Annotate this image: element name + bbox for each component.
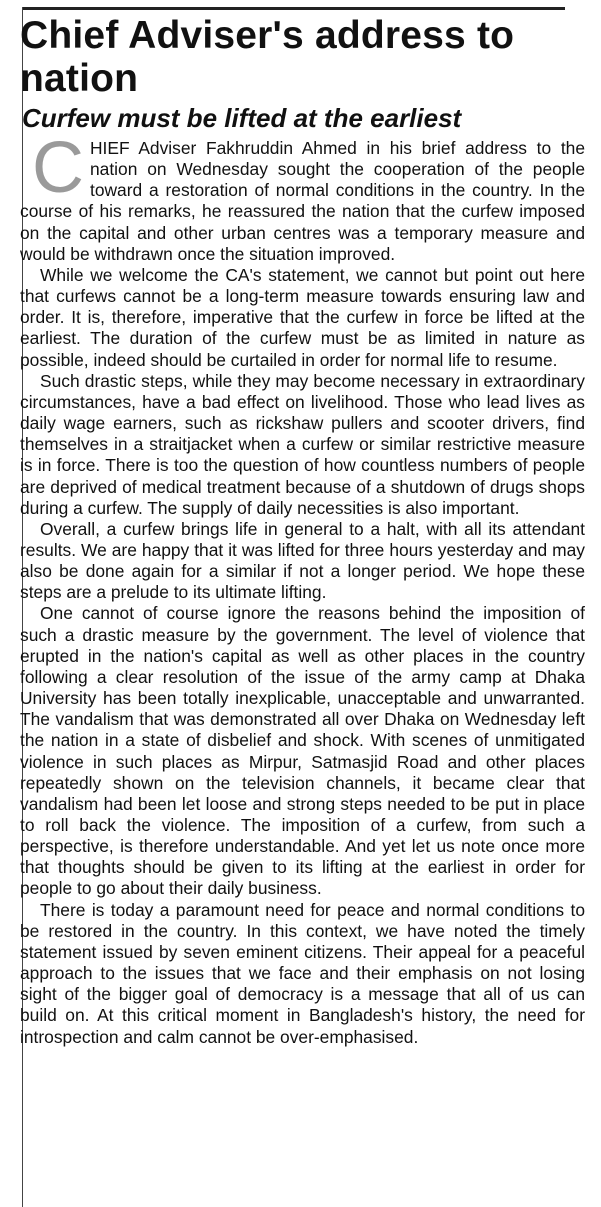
article-body xyxy=(20,128,585,1048)
drop-cap: C xyxy=(32,128,84,208)
paragraph-3: Such drastic steps, while they may become necessary in extraordinary circumstances, have a bad effect on livelihood. Those who lead lives as daily wage earners, such as rickshaw pullers and scooter drivers, find themselves in a straitjacket when a curfew or similar restrictive measure is in force. There is too the question of how countless numbers of people are deprived of medical treatment because of a shutdown of drugs shops during a curfew. The supply of daily necessities is also important. xyxy=(20,370,585,518)
paragraph-4: Overall, a curfew brings life in general to a halt, with all its attendant results. We are happy that it was lifted for three hours yesterday and may also be done again for a similar if not a longer period. We hope these steps are a prelude to its ultimate lifting. xyxy=(20,518,585,603)
paragraph-2: While we welcome the CA's statement, we cannot but point out here that curfews cannot be a long-term measure towards ensuring law and order. It is, therefore, imperative that the curfew in force be lifted at the earliest. The duration of the curfew must be as limited in nature as possible, indeed should be curtailed in order for normal life to resume. xyxy=(20,264,585,370)
paragraph-1 xyxy=(20,128,585,265)
editorial-article xyxy=(20,14,585,1048)
paragraph-1-text: HIEF Adviser Fakhruddin Ahmed in his brief address to the nation on Wednesday sought the cooperation of the people toward a restoration of normal conditions in the country. In the course of his remarks, he reassured the nation that the curfew imposed on the capital and other urban centres was a temporary measure and would be withdrawn once the situation improved. xyxy=(20,138,585,264)
paragraph-5: One cannot of course ignore the reasons behind the imposition of such a drastic measure by the government. The level of violence that erupted in the nation's capital as well as other places in the country following a clear resolution of the issue of the army camp at Dhaka University has been totally inexplicable, unacceptable and unwarranted. The vandalism that was demonstrated all over Dhaka on Wednesday left the nation in a state of disbelief and shock. With scenes of unmitigated violence in such places as Mirpur, Satmasjid Road and other places repeatedly shown on the television channels, it became clear that vandalism had been let loose and strong steps needed to be put in place to roll back the violence. The imposition of a curfew, from such a perspective, is therefore understandable. And yet let us note once more that thoughts should be given to its lifting at the earliest in order for people to go about their daily business. xyxy=(20,603,585,899)
top-rule xyxy=(22,7,565,10)
paragraph-6: There is today a paramount need for peace and normal conditions to be restored in the country. In this context, we have noted the timely statement issued by seven eminent citizens. Their appeal for a peaceful approach to the issues that we face and their emphasis on not losing sight of the bigger goal of democracy is a message that all of us can build on. At this critical moment in Bangladesh's history, the need for introspection and calm cannot be over-emphasised. xyxy=(20,899,585,1047)
headline: Chief Adviser's address to nation xyxy=(20,14,515,100)
subheadline: Curfew must be lifted at the earliest xyxy=(22,103,462,133)
